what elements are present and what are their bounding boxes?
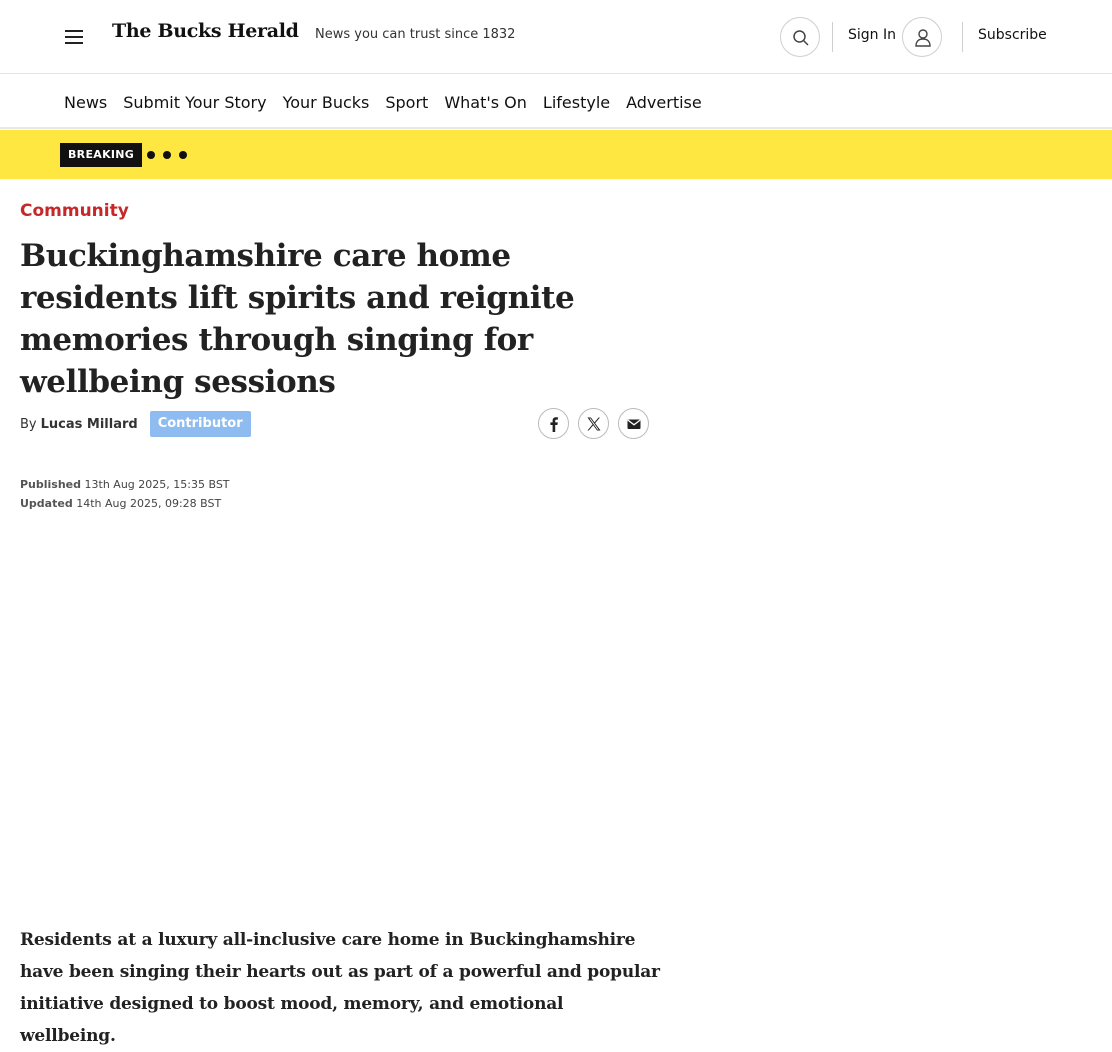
share-x-button[interactable] bbox=[578, 408, 609, 439]
hamburger-icon bbox=[65, 30, 83, 32]
search-button[interactable] bbox=[780, 17, 820, 57]
user-icon bbox=[914, 28, 932, 48]
share-email-button[interactable] bbox=[618, 408, 649, 439]
breaking-news-bar[interactable] bbox=[0, 130, 1112, 179]
main-nav bbox=[0, 75, 1112, 129]
article-image-area bbox=[20, 530, 650, 910]
published-date: Published 13th Aug 2025, 15:35 BST bbox=[20, 478, 230, 491]
article-dates bbox=[20, 475, 230, 513]
byline-prefix: By bbox=[20, 416, 37, 432]
section-link-community[interactable]: Community bbox=[20, 201, 129, 221]
updated-date: Updated 14th Aug 2025, 09:28 BST bbox=[20, 497, 222, 510]
sign-in-link[interactable]: Sign In bbox=[848, 27, 896, 43]
nav-item-advertise[interactable]: Advertise bbox=[626, 92, 702, 112]
header-divider bbox=[962, 22, 963, 52]
loading-dots-icon bbox=[147, 151, 187, 159]
menu-button[interactable] bbox=[62, 25, 86, 49]
header-divider bbox=[832, 22, 833, 52]
author-role-badge: Contributor bbox=[150, 411, 251, 437]
site-logo[interactable]: The Bucks Herald bbox=[112, 20, 299, 42]
article-headline: Buckinghamshire care home residents lift spirits and reignite memories through singing for wellbeing sessions bbox=[20, 238, 575, 400]
nav-item-sport[interactable]: Sport bbox=[385, 92, 429, 112]
nav-item-whats-on[interactable]: What's On bbox=[444, 92, 527, 112]
email-icon bbox=[626, 416, 642, 432]
nav-item-lifestyle[interactable]: Lifestyle bbox=[542, 92, 611, 112]
account-button[interactable] bbox=[902, 17, 942, 57]
x-icon bbox=[586, 416, 602, 432]
byline bbox=[20, 412, 251, 436]
search-icon bbox=[792, 29, 810, 47]
share-facebook-button[interactable] bbox=[538, 408, 569, 439]
article-lede: Residents at a luxury all-inclusive care home in Buckinghamshire have been singing their hearts out as part of a powerful and popular initiative designed to boost mood, memory, and emotional wellbeing. bbox=[20, 930, 660, 1046]
subscribe-link[interactable]: Subscribe bbox=[978, 27, 1047, 43]
facebook-icon bbox=[546, 416, 562, 432]
nav-item-your-bucks[interactable]: Your Bucks bbox=[282, 92, 370, 112]
nav-item-submit-your-story[interactable]: Submit Your Story bbox=[123, 92, 267, 112]
site-tagline: News you can trust since 1832 bbox=[315, 27, 516, 42]
nav-item-news[interactable]: News bbox=[64, 92, 108, 112]
author-name[interactable]: Lucas Millard bbox=[40, 416, 138, 432]
site-header bbox=[0, 0, 1112, 74]
breaking-badge: BREAKING bbox=[60, 143, 142, 167]
